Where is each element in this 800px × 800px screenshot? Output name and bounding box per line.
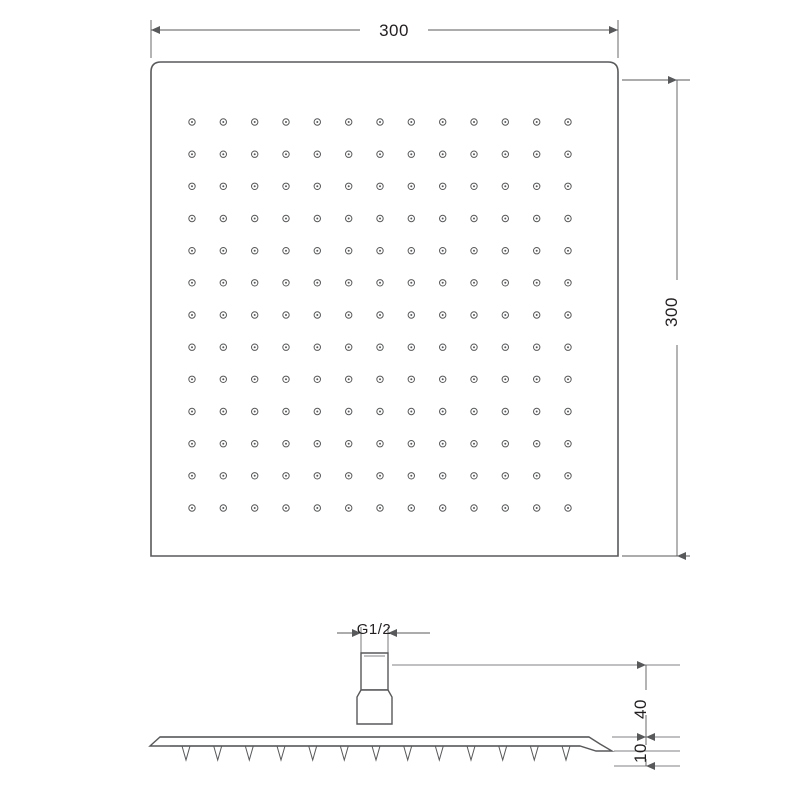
nozzle-center — [285, 378, 287, 380]
nozzle-center — [285, 411, 287, 413]
nozzle-center — [567, 218, 569, 220]
nozzle-center — [285, 346, 287, 348]
nozzle-center — [410, 314, 412, 316]
nozzle-center — [254, 475, 256, 477]
nozzle-center — [442, 507, 444, 509]
nozzle-center — [316, 411, 318, 413]
nozzle-center — [285, 185, 287, 187]
dimension-inlet-height — [631, 665, 650, 737]
nozzle-center — [567, 314, 569, 316]
nozzle-center — [410, 507, 412, 509]
nozzle-tooth — [340, 746, 348, 760]
nozzle-center — [222, 121, 224, 123]
nozzle-center — [316, 218, 318, 220]
nozzle-center — [567, 121, 569, 123]
nozzle-center — [379, 282, 381, 284]
nozzle-center — [504, 218, 506, 220]
nozzle-tooth — [467, 746, 475, 760]
nozzle-center — [348, 411, 350, 413]
nozzle-center — [379, 314, 381, 316]
nozzle-center — [316, 153, 318, 155]
nozzle-center — [410, 185, 412, 187]
nozzle-center — [442, 218, 444, 220]
nozzle-center — [316, 185, 318, 187]
nozzle-center — [222, 250, 224, 252]
nozzle-center — [536, 346, 538, 348]
nozzle-center — [191, 346, 193, 348]
nozzle-center — [536, 185, 538, 187]
nozzle-center — [191, 411, 193, 413]
nozzle-center — [567, 507, 569, 509]
nozzle-center — [316, 314, 318, 316]
nozzle-center — [285, 507, 287, 509]
nozzle-center — [191, 153, 193, 155]
nozzle-center — [348, 314, 350, 316]
nozzle-center — [191, 250, 193, 252]
nozzle-center — [442, 314, 444, 316]
nozzle-center — [222, 443, 224, 445]
nozzle-center — [410, 346, 412, 348]
nozzle-center — [348, 282, 350, 284]
nozzle-center — [254, 507, 256, 509]
nozzle-center — [191, 475, 193, 477]
nozzle-center — [442, 121, 444, 123]
nozzle-center — [316, 282, 318, 284]
nozzle-center — [567, 250, 569, 252]
nozzle-center — [222, 153, 224, 155]
nozzle-center — [285, 475, 287, 477]
nozzle-center — [379, 250, 381, 252]
nozzle-center — [442, 185, 444, 187]
nozzle-center — [442, 443, 444, 445]
nozzle-center — [379, 185, 381, 187]
nozzle-center — [379, 346, 381, 348]
nozzle-center — [536, 218, 538, 220]
nozzle-center — [567, 282, 569, 284]
nozzle-center — [473, 475, 475, 477]
nozzle-center — [316, 378, 318, 380]
nozzle-center — [410, 250, 412, 252]
nozzle-tooth — [530, 746, 538, 760]
nozzle-center — [316, 507, 318, 509]
nozzle-tooth — [214, 746, 222, 760]
nozzle-center — [442, 378, 444, 380]
nozzle-center — [316, 250, 318, 252]
nozzle-center — [348, 153, 350, 155]
nozzle-center — [473, 411, 475, 413]
dimension-width-label: 300 — [379, 21, 409, 40]
nozzle-center — [254, 153, 256, 155]
nozzle-center — [504, 314, 506, 316]
nozzle-center — [348, 121, 350, 123]
nozzle-center — [222, 378, 224, 380]
nozzle-center — [191, 378, 193, 380]
nozzle-center — [379, 378, 381, 380]
nozzle-center — [254, 250, 256, 252]
nozzle-center — [410, 475, 412, 477]
nozzle-center — [348, 443, 350, 445]
nozzle-center — [442, 250, 444, 252]
nozzle-center — [410, 282, 412, 284]
nozzle-center — [348, 378, 350, 380]
nozzle-center — [504, 121, 506, 123]
nozzle-center — [473, 282, 475, 284]
nozzle-center — [442, 153, 444, 155]
nozzle-center — [567, 411, 569, 413]
nozzle-center — [316, 121, 318, 123]
nozzle-center — [348, 185, 350, 187]
nozzle-center — [348, 507, 350, 509]
dimension-plate-thickness — [631, 737, 650, 766]
nozzle-tooth — [404, 746, 412, 760]
nozzle-center — [379, 507, 381, 509]
nozzle-center — [504, 411, 506, 413]
dimension-depth-label: 300 — [662, 297, 681, 327]
nozzle-center — [222, 185, 224, 187]
nozzle-center — [285, 250, 287, 252]
nozzle-center — [473, 153, 475, 155]
nozzle-center — [316, 443, 318, 445]
nozzle-center — [285, 282, 287, 284]
nozzle-center — [536, 314, 538, 316]
nozzle-center — [254, 282, 256, 284]
nozzle-center — [442, 282, 444, 284]
nozzle-center — [536, 507, 538, 509]
nozzle-center — [536, 121, 538, 123]
nozzle-center — [504, 185, 506, 187]
nozzle-center — [285, 153, 287, 155]
nozzle-center — [379, 443, 381, 445]
nozzle-center — [191, 185, 193, 187]
nozzle-center — [348, 250, 350, 252]
nozzle-center — [379, 121, 381, 123]
nozzle-center — [379, 411, 381, 413]
nozzle-tooth — [182, 746, 190, 760]
nozzle-center — [316, 346, 318, 348]
nozzle-center — [222, 218, 224, 220]
dimension-thread-label: G1/2 — [356, 621, 392, 638]
nozzle-center — [473, 507, 475, 509]
nozzle-center — [285, 314, 287, 316]
nozzle-center — [567, 475, 569, 477]
nozzle-center — [473, 314, 475, 316]
dimension-plate-thickness-label: 10 — [631, 743, 650, 763]
nozzle-center — [348, 346, 350, 348]
nozzle-tooth — [309, 746, 317, 760]
nozzle-tooth — [245, 746, 253, 760]
nozzle-center — [285, 218, 287, 220]
dimension-inlet-height-label: 40 — [631, 699, 650, 719]
nozzle-center — [473, 121, 475, 123]
inlet-connector — [357, 653, 392, 724]
nozzle-center — [379, 475, 381, 477]
nozzle-center — [222, 314, 224, 316]
nozzle-center — [379, 218, 381, 220]
nozzle-center — [504, 153, 506, 155]
nozzle-center — [567, 185, 569, 187]
nozzle-center — [410, 121, 412, 123]
side-view — [150, 621, 680, 766]
nozzle-center — [191, 218, 193, 220]
nozzle-center — [473, 218, 475, 220]
nozzle-center — [410, 153, 412, 155]
nozzle-center — [473, 346, 475, 348]
nozzle-center — [473, 378, 475, 380]
nozzle-center — [504, 378, 506, 380]
shower-plate-outline — [151, 62, 618, 556]
dimension-depth — [662, 80, 681, 556]
nozzle-center — [473, 185, 475, 187]
nozzle-center — [504, 250, 506, 252]
nozzle-center — [254, 378, 256, 380]
nozzle-center — [410, 218, 412, 220]
nozzle-center — [536, 153, 538, 155]
nozzle-center — [348, 218, 350, 220]
nozzle-center — [442, 346, 444, 348]
plate-side-profile — [150, 737, 612, 751]
nozzle-center — [410, 411, 412, 413]
nozzle-center — [536, 443, 538, 445]
nozzle-center — [254, 185, 256, 187]
nozzle-center — [222, 475, 224, 477]
nozzle-center — [410, 378, 412, 380]
nozzle-center — [567, 378, 569, 380]
nozzle-center — [285, 443, 287, 445]
nozzle-center — [536, 475, 538, 477]
nozzle-center — [473, 250, 475, 252]
nozzle-center — [379, 153, 381, 155]
nozzle-center — [567, 346, 569, 348]
nozzle-center — [536, 250, 538, 252]
nozzle-center — [222, 282, 224, 284]
nozzle-center — [536, 378, 538, 380]
nozzle-tooth — [562, 746, 570, 760]
nozzle-center — [191, 121, 193, 123]
nozzle-teeth — [182, 746, 570, 760]
nozzle-center — [254, 121, 256, 123]
nozzle-center — [536, 411, 538, 413]
nozzle-center — [285, 121, 287, 123]
nozzle-center — [504, 443, 506, 445]
nozzle-center — [254, 218, 256, 220]
nozzle-center — [222, 507, 224, 509]
nozzle-center — [316, 475, 318, 477]
nozzle-center — [222, 346, 224, 348]
dimension-thread — [337, 621, 430, 653]
nozzle-center — [442, 411, 444, 413]
nozzle-tooth — [499, 746, 507, 760]
nozzle-center — [504, 282, 506, 284]
top-view — [151, 20, 690, 556]
nozzle-center — [348, 475, 350, 477]
nozzle-center — [222, 411, 224, 413]
nozzle-center — [410, 443, 412, 445]
nozzle-center — [567, 443, 569, 445]
nozzle-tooth — [372, 746, 380, 760]
nozzle-center — [191, 314, 193, 316]
nozzle-center — [191, 282, 193, 284]
nozzle-center — [536, 282, 538, 284]
nozzle-center — [191, 443, 193, 445]
nozzle-center — [254, 314, 256, 316]
nozzle-center — [504, 346, 506, 348]
nozzle-center — [254, 411, 256, 413]
nozzle-center — [504, 475, 506, 477]
nozzle-center — [504, 507, 506, 509]
nozzle-tooth — [435, 746, 443, 760]
nozzle-center — [191, 507, 193, 509]
nozzle-center — [442, 475, 444, 477]
dimension-width — [151, 21, 618, 40]
nozzle-tooth — [277, 746, 285, 760]
nozzle-center — [473, 443, 475, 445]
nozzle-center — [254, 443, 256, 445]
nozzle-center — [254, 346, 256, 348]
nozzle-center — [567, 153, 569, 155]
